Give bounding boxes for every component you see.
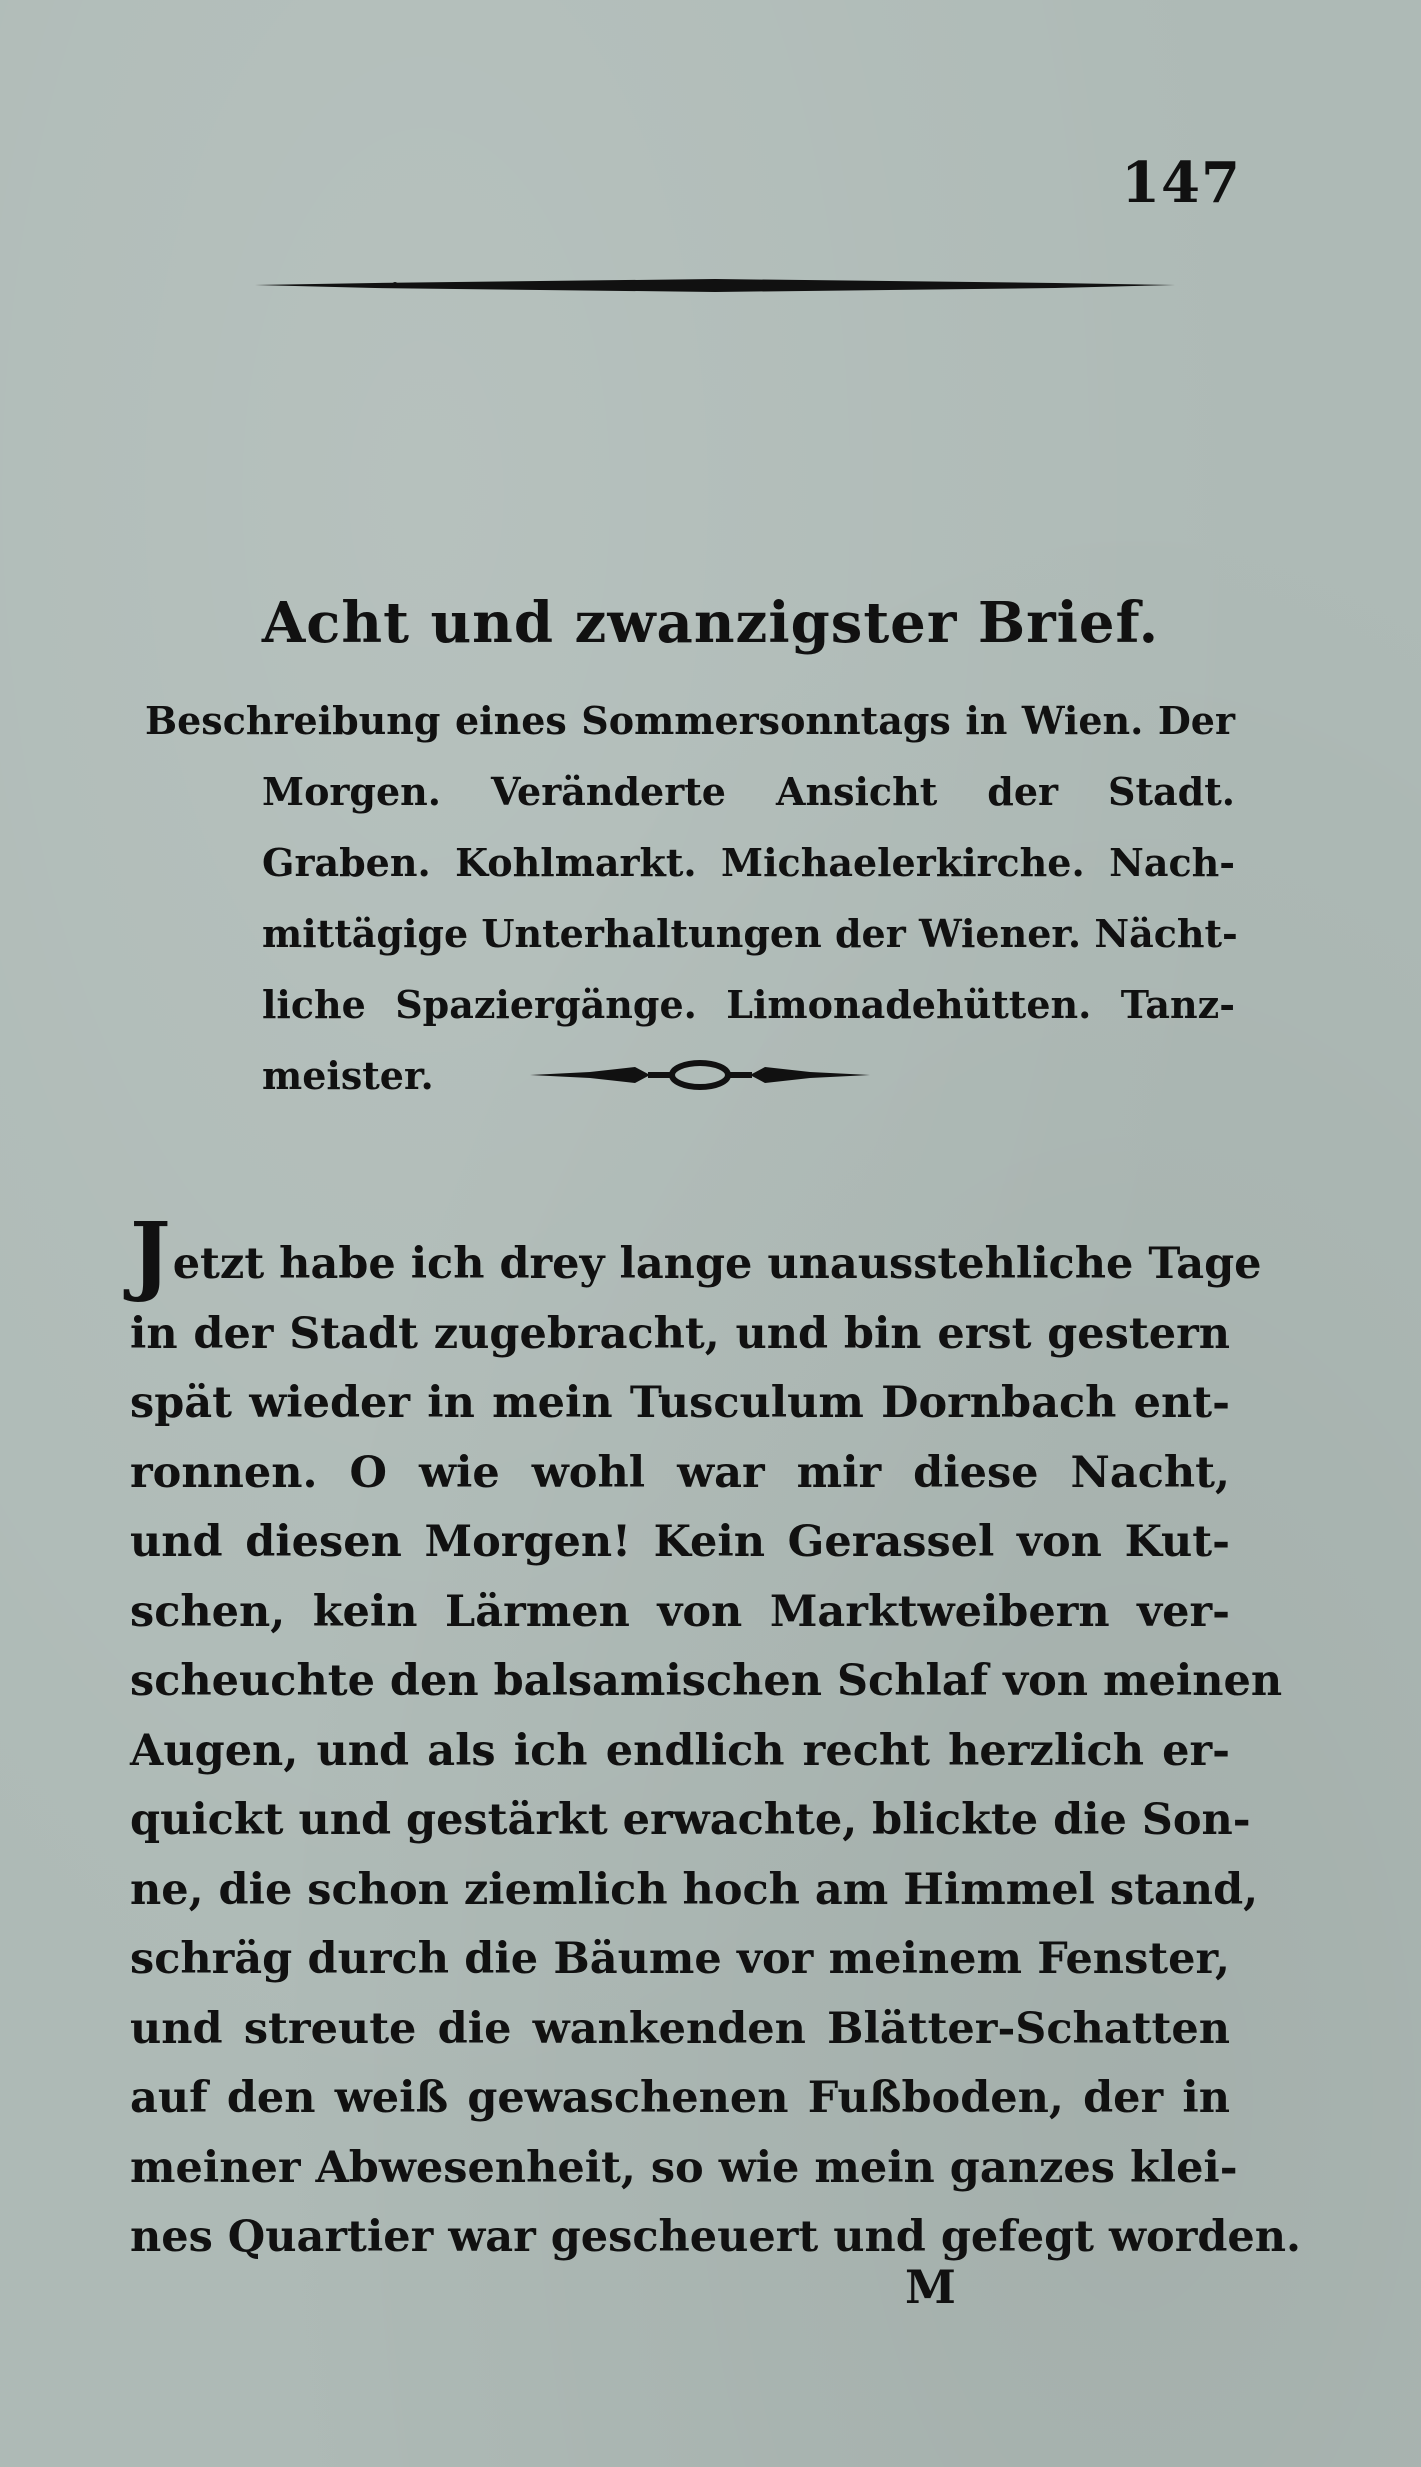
body-line: und streute die wankenden Blätter-Schatten [130,2003,1230,2054]
body-line: ronnen. O wie wohl war mir diese Nacht, [130,1447,1230,1498]
summary-line: Morgen. Veränderte Ansicht der Stadt. [262,769,1235,814]
summary-line: Beschreibung eines Sommersonntags in Wien. Der [145,698,1235,743]
page-number: 147 [1121,150,1241,216]
body-line: und diesen Morgen! Kein Gerassel von Kut- [130,1517,1230,1567]
body-line: quickt und gestärkt erwachte, blickte die Son- [130,1795,1251,1845]
summary-line: meister. [262,1053,434,1098]
divider-ornament [530,1055,870,1095]
catchword: M [905,2260,956,2314]
body-line: Augen, und als ich endlich recht herzlich er- [130,1725,1230,1776]
chapter-title: Acht und zwanzigster Brief. [261,590,1160,656]
body-line-text: etzt habe ich drey lange unausstehliche Tage [172,1239,1262,1289]
body-line [130,1204,1262,1305]
body-line: meiner Abwesenheit, so wie mein ganzes klei- [130,2142,1238,2193]
body-line: spät wieder in mein Tusculum Dornbach ent- [130,1378,1230,1428]
chapter-summary [145,685,1238,1111]
letter-body [130,1204,1302,2273]
body-line: scheuchte den balsamischen Schlaf von meinen [130,1656,1283,1706]
drop-cap: J [130,1204,171,1305]
body-line: in der Stadt zugebracht, und bin erst gestern [130,1308,1230,1359]
summary-line: Graben. Kohlmarkt. Michaelerkirche. Nach- [262,840,1235,885]
summary-line: liche Spaziergänge. Limonadehütten. Tanz- [262,982,1235,1027]
body-line: ne, die schon ziemlich hoch am Himmel stand, [130,1864,1259,1915]
body-line: schräg durch die Bäume vor meinem Fenster, [130,1934,1230,1984]
body-line: schen, kein Lärmen von Marktweibern ver- [130,1586,1230,1637]
body-line: auf den weiß gewaschenen Fußboden, der in [130,2073,1230,2123]
head-rule-ornament [255,270,1175,300]
body-line: nes Quartier war gescheuert und gefegt worden. [130,2212,1302,2262]
summary-line: mittägige Unterhaltungen der Wiener. Nächt- [262,911,1238,956]
